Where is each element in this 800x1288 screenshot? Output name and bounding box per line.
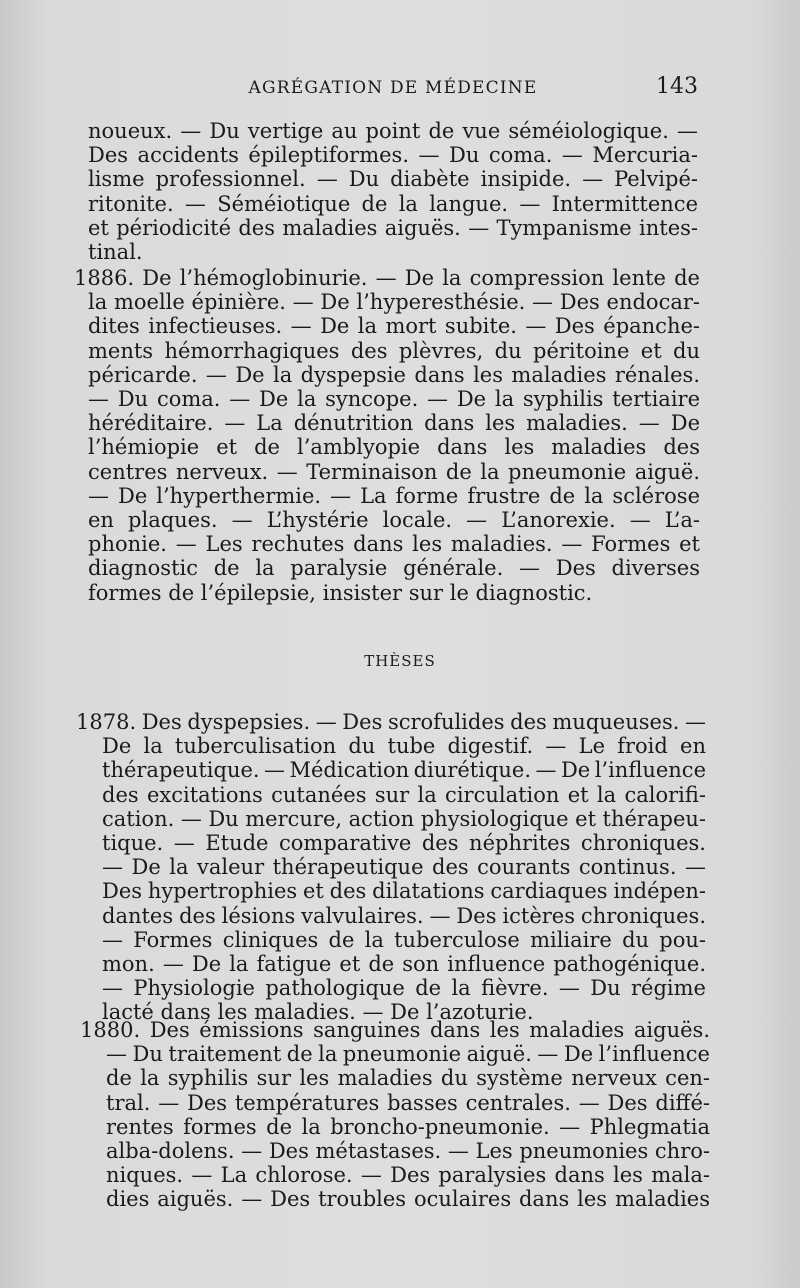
continuation-paragraph: [88, 119, 698, 264]
text-line: phonie. — Les rechutes dans les maladies. — Formes et: [88, 532, 700, 557]
text-line: diagnostic de la paralysie générale. — Des diverses: [88, 556, 700, 581]
text-line: rentes formes de la broncho-pneumonie. — Phlegmatia: [106, 1114, 710, 1139]
text-line: 1878. Des dyspepsies. — Des scrofulides des muqueuses. —: [76, 710, 706, 734]
text-line: tinal.: [88, 240, 143, 265]
text-line: la moelle épinière. — De l’hyperesthésie. — Des endocar-: [88, 290, 700, 315]
text-line: Des hypertrophies et des dilatations cardiaques indépen-: [102, 879, 706, 904]
running-title: AGRÉGATION DE MÉDECINE: [248, 78, 538, 98]
text-line: — Physiologie pathologique de la fièvre. — Du régime: [102, 976, 706, 1001]
entry-1886: [74, 266, 700, 605]
entry-1878: [76, 710, 706, 1025]
text-line: dies aiguës. — Des troubles oculaires dans les maladies: [106, 1187, 710, 1212]
text-line: ments hémorrhagiques des plèvres, du péritoine et du: [88, 338, 700, 363]
section-heading: THÈSES: [364, 652, 436, 670]
text-line: héréditaire. — La dénutrition dans les maladies. — De: [88, 411, 700, 436]
text-line: en plaques. — L’hystérie locale. — L’anorexie. — L’a-: [88, 508, 700, 533]
text-line: ritonite. — Séméiotique de la langue. — Intermittence: [88, 191, 698, 216]
text-line: alba-dolens. — Des métastases. — Les pneumonies chro-: [106, 1139, 710, 1164]
text-line: — Du traitement de la pneumonie aiguë. — De l’influence: [106, 1042, 710, 1067]
text-line: De la tuberculisation du tube digestif. — Le froid en: [102, 734, 706, 759]
text-line: lacté dans les maladies. — De l’azoturie.: [102, 1000, 534, 1025]
running-head: [88, 74, 698, 104]
text-line: tique. — Etude comparative des néphrites chroniques.: [102, 831, 706, 856]
text-line: noueux. — Du vertige au point de vue séméiologique. —: [88, 119, 698, 143]
text-line: — Du coma. — De la syncope. — De la syphilis tertiaire: [88, 387, 700, 412]
text-line: 1880. Des émissions sanguines dans les maladies aiguës.: [80, 1018, 710, 1042]
text-line: et périodicité des maladies aiguës. — Tympanisme intes-: [88, 215, 698, 240]
text-line: centres nerveux. — Terminaison de la pneumonie aiguë.: [88, 459, 700, 484]
text-line: — De la valeur thérapeutique des courants continus. —: [102, 855, 706, 880]
text-line: mon. — De la fatigue et de son influence pathogénique.: [102, 952, 706, 977]
text-line: — De l’hyperthermie. — La forme frustre de la sclérose: [88, 483, 700, 508]
text-line: 1886. De l’hémoglobinurie. — De la compression lente de: [74, 266, 700, 290]
text-line: des excitations cutanées sur la circulation et la calorifi-: [102, 782, 706, 807]
text-line: niques. — La chlorose. — Des paralysies dans les mala-: [106, 1163, 710, 1188]
entry-1880: [80, 1018, 710, 1212]
text-line: l’hémiopie et de l’amblyopie dans les maladies des: [88, 435, 700, 460]
page-number: 143: [656, 74, 698, 99]
text-line: cation. — Du mercure, action physiologique et thérapeu-: [102, 806, 706, 831]
text-line: lisme professionnel. — Du diabète insipide. — Pelvipé-: [88, 167, 698, 192]
text-line: formes de l’épilepsie, insister sur le diagnostic.: [88, 580, 593, 605]
text-line: — Formes cliniques de la tuberculose miliaire du pou-: [102, 927, 706, 952]
text-line: thérapeutique. — Médication diurétique. — De l’influence: [102, 758, 706, 783]
text-line: péricarde. — De la dyspepsie dans les maladies rénales.: [88, 362, 700, 387]
text-line: tral. — Des températures basses centrales. — Des diffé-: [106, 1090, 710, 1115]
text-line: dantes des lésions valvulaires. — Des ictères chroniques.: [102, 903, 706, 928]
text-line: dites infectieuses. — De la mort subite. — Des épanche-: [88, 314, 700, 339]
text-line: de la syphilis sur les maladies du système nerveux cen-: [106, 1066, 710, 1091]
text-line: Des accidents épileptiformes. — Du coma. — Mercuria-: [88, 143, 698, 168]
